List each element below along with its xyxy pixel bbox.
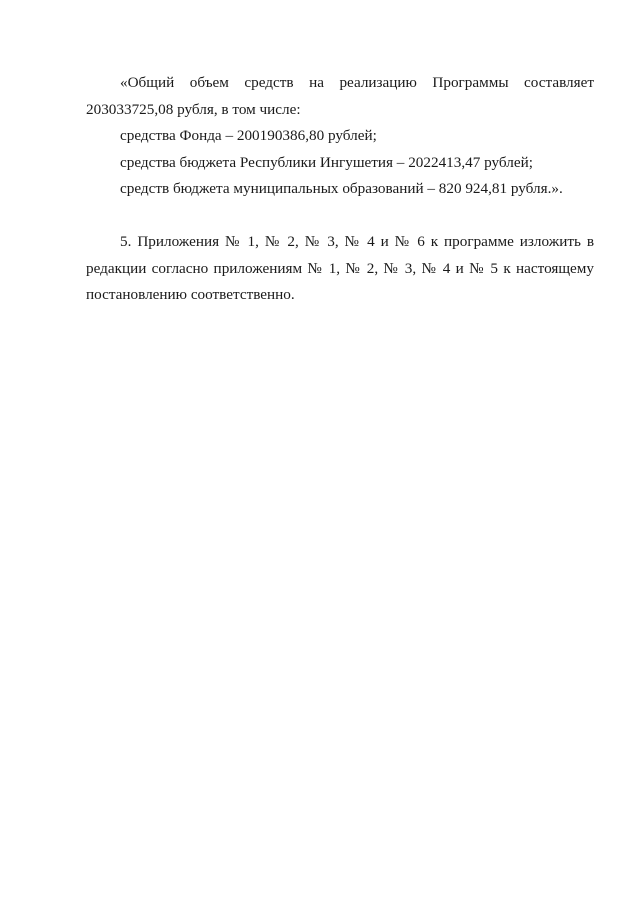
- item-5-line-3: постановлению соответственно.: [86, 286, 295, 303]
- funding-paragraph: [86, 70, 594, 203]
- item-5-line-1: 5. Приложения № 1, № 2, № 3, № 4 и № 6 к программе изложить в: [120, 233, 594, 250]
- item-5-paragraph: [86, 229, 594, 309]
- republic-budget-line: средства бюджета Республики Ингушетия – 2022413,47 рублей;: [120, 153, 533, 171]
- item-5-line-2: редакции согласно приложениям № 1, № 2, № 3, № 4 и № 5 к настоящему: [86, 259, 594, 277]
- municipal-budget-line: средств бюджета муниципальных образований – 820 924,81 рубля.».: [120, 180, 563, 197]
- funding-line-1: «Общий объем средств на реализацию Программы составляет: [120, 74, 594, 91]
- fund-amount-line: средства Фонда – 200190386,80 рублей;: [120, 127, 377, 144]
- funding-line-2: 203033725,08 рубля, в том числе:: [86, 100, 301, 118]
